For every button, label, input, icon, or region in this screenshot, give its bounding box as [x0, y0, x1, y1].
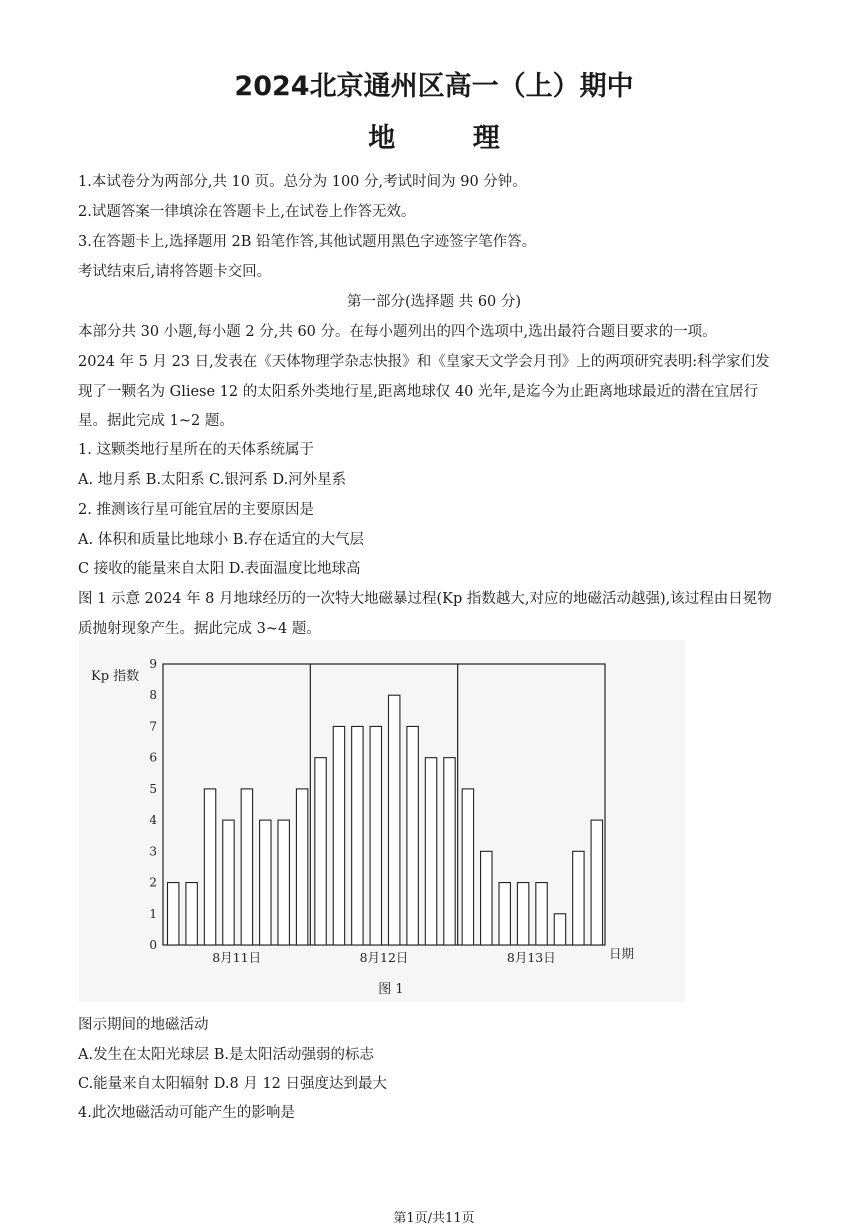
- kp-bar: [352, 726, 363, 945]
- question-3-options: A.发生在太阳光球层 B.是太阳活动强弱的标志: [78, 1047, 374, 1063]
- y-tick-label: 6: [149, 750, 157, 765]
- instruction-line: 2.试题答案一律填涂在答题卡上,在试卷上作答无效。: [78, 204, 416, 220]
- y-tick-label: 5: [149, 781, 157, 796]
- instruction-line: 3.在答题卡上,选择题用 2B 铅笔作答,其他试题用黑色字迹签字笔作答。: [78, 234, 537, 250]
- kp-bar: [315, 758, 326, 945]
- kp-bar: [186, 883, 197, 945]
- y-tick-label: 1: [149, 906, 157, 921]
- kp-bar: [296, 789, 307, 945]
- kp-bar: [223, 820, 234, 945]
- y-tick-label: 4: [149, 813, 157, 828]
- y-tick-label: 7: [149, 719, 157, 734]
- question-3-options: C.能量来自太阳辐射 D.8 月 12 日强度达到最大: [78, 1076, 388, 1092]
- instruction-line: 考试结束后,请将答题卡交回。: [78, 264, 272, 280]
- kp-bar: [407, 726, 418, 945]
- kp-bar: [499, 883, 510, 945]
- kp-bar-chart: [79, 640, 685, 1002]
- kp-bar: [591, 820, 602, 945]
- page-number: 第1页/共11页: [393, 1211, 475, 1226]
- question-4-stem: 4.此次地磁活动可能产生的影响是: [78, 1105, 295, 1121]
- kp-bar: [536, 883, 547, 945]
- kp-bar: [573, 851, 584, 945]
- y-tick-label: 3: [149, 844, 157, 859]
- figure-caption: 图 1: [378, 982, 404, 997]
- x-axis-label: 日期: [609, 946, 635, 961]
- question-2-options: C 接收的能量来自太阳 D.表面温度比地球高: [78, 561, 361, 577]
- kp-bar: [278, 820, 289, 945]
- kp-bar: [517, 883, 528, 945]
- y-axis-label: Kp 指数: [91, 669, 140, 684]
- passage-line: 星。据此完成 1~2 题。: [78, 413, 234, 429]
- passage-line: 图 1 示意 2024 年 8 月地球经历的一次特大地磁暴过程(Kp 指数越大,对应的地磁活动越强),该过程由日冕物: [78, 591, 772, 607]
- y-tick-label: 9: [149, 657, 157, 671]
- instruction-line: 1.本试卷分为两部分,共 10 页。总分为 100 分,考试时间为 90 分钟。: [78, 174, 527, 190]
- question-1-stem: 1. 这颗类地行星所在的天体系统属于: [78, 442, 314, 458]
- kp-bar: [260, 820, 271, 945]
- kp-index-figure: [79, 640, 685, 1002]
- kp-bar: [204, 789, 215, 945]
- kp-bar: [554, 914, 565, 945]
- kp-bar: [241, 789, 252, 945]
- x-day-label: 8月12日: [359, 950, 409, 965]
- kp-bar: [481, 851, 492, 945]
- part-heading: 第一部分(选择题 共 60 分): [346, 294, 522, 310]
- exam-title: 2024北京通州区高一（上）期中: [234, 71, 634, 102]
- part-intro: 本部分共 30 小题,每小题 2 分,共 60 分。在每小题列出的四个选项中,选出最符合题目要求的一项。: [78, 324, 717, 340]
- passage-line: 现了一颗名为 Gliese 12 的太阳系外类地行星,距离地球仅 40 光年,是迄今为止距离地球最近的潜在宜居行: [78, 384, 759, 400]
- passage-line: 质抛射现象产生。据此完成 3~4 题。: [78, 621, 321, 637]
- kp-bar: [462, 789, 473, 945]
- question-3-stem: 图示期间的地磁活动: [78, 1017, 209, 1033]
- subject-title: 地 理: [368, 123, 534, 154]
- x-day-label: 8月11日: [212, 950, 262, 965]
- kp-bar: [333, 726, 344, 945]
- kp-bar: [370, 726, 381, 945]
- kp-bar: [388, 695, 399, 945]
- kp-bar: [167, 883, 178, 945]
- question-2-options: A. 体积和质量比地球小 B.存在适宜的大气层: [78, 532, 365, 548]
- y-tick-label: 8: [149, 688, 157, 703]
- question-2-stem: 2. 推测该行星可能宜居的主要原因是: [78, 502, 314, 518]
- passage-line: 2024 年 5 月 23 日,发表在《天体物理学杂志快报》和《皇家天文学会月刊》上的两项研究表明:科学家们发: [78, 354, 770, 370]
- kp-bar: [425, 758, 436, 945]
- question-1-options: A. 地月系 B.太阳系 C.银河系 D.河外星系: [78, 472, 347, 488]
- y-tick-label: 0: [149, 938, 157, 952]
- y-tick-label: 2: [149, 875, 157, 890]
- kp-bar: [444, 758, 455, 945]
- x-day-label: 8月13日: [506, 950, 556, 965]
